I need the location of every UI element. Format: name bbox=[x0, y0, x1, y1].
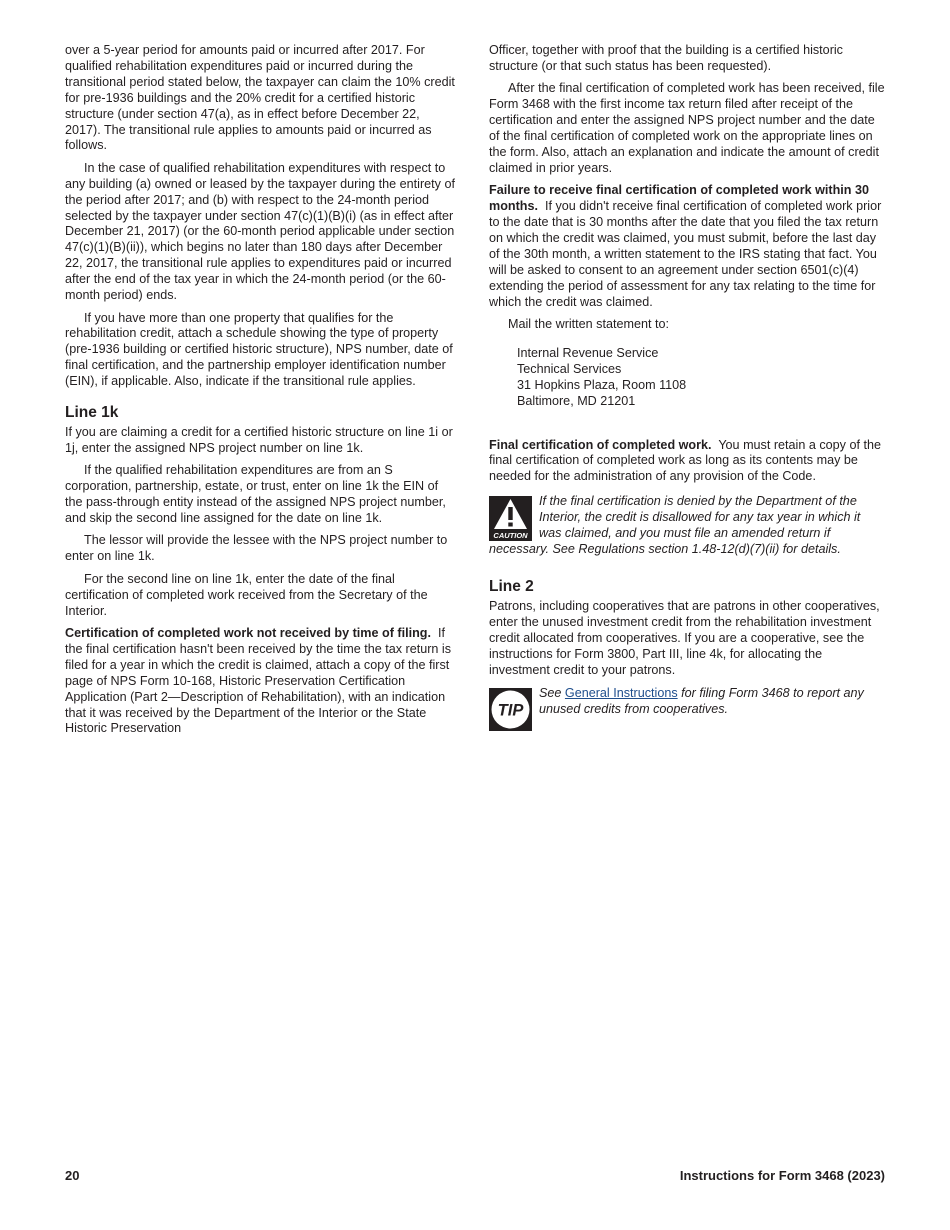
tip-text: for filing Form 3468 to report any unused credits from cooperatives. bbox=[539, 686, 864, 717]
paragraph-failure bbox=[489, 183, 886, 310]
mailing-address bbox=[517, 346, 886, 410]
section-heading-line-1k: Line 1k bbox=[65, 404, 119, 422]
footer-title: Instructions for Form 3468 (2023) bbox=[679, 1168, 885, 1183]
run-in-heading: Final certification of completed work. bbox=[489, 437, 712, 452]
address-line: Baltimore, MD 21201 bbox=[517, 393, 636, 408]
paragraph: For the second line on line 1k, enter the date of the final certification of completed work received from the Secretary of the Interior. bbox=[65, 571, 428, 618]
address-line: Technical Services bbox=[517, 361, 622, 376]
caution-note bbox=[489, 494, 886, 558]
tip-label: TIP bbox=[497, 701, 524, 720]
paragraph: After the final certification of completed work has been received, file Form 3468 with the first income tax return filed after receipt of the certification and enter the assigned NPS project number and the date of the final certification of completed work on the appropriate lines on the form. Also, attach an explanation and indicate the amount of credit claimed in prior years. bbox=[489, 81, 885, 175]
caution-icon bbox=[489, 496, 532, 541]
paragraph: If you have more than one property that qualifies for the rehabilitation credit, attach a schedule showing the type of property (pre-1936 building or certified historic structure), NPS number, date of final certification, and the partnership employer identification number (EIN), if applicable. Also, indicate if the transitional rule applies. bbox=[65, 310, 453, 389]
paragraph: If the qualified rehabilitation expenditures are from an S corporation, partnership, estate, or trust, enter on line 1k the EIN of the pass-through entity instead of the assigned NPS project number, and skip the second line assigned for the date on line 1k. bbox=[65, 463, 446, 526]
tip-note bbox=[489, 686, 886, 718]
caution-label: CAUTION bbox=[493, 531, 528, 541]
right-column bbox=[489, 43, 886, 733]
paragraph-text: You must retain a copy of the final certification of completed work as long as its contents may be needed for the administration of any provision of the Code. bbox=[489, 437, 881, 484]
address-line: 31 Hopkins Plaza, Room 1108 bbox=[517, 377, 687, 392]
paragraph: over a 5-year period for amounts paid or incurred after 2017. For qualified rehabilitation expenditures paid or incurred during the transitional period stated below, the taxpayer can claim the 10% credit for pre-1936 buildings and the 20% credit for a certified historic structure (under section 47(a), as in effect before December 22, 2017). The transitional rule applies to amounts paid or incurred as follows. bbox=[65, 43, 455, 153]
mail-intro: Mail the written statement to: bbox=[508, 317, 669, 331]
section-heading-line-2: Line 2 bbox=[489, 577, 534, 595]
tip-see: See bbox=[539, 686, 562, 701]
paragraph-final-certification bbox=[489, 438, 886, 486]
paragraph: In the case of qualified rehabilitation expenditures with respect to any building (a) owned or leased by the taxpayer during the entirety of the period after 2017; and (b) with respect to the 24-month period selected by the taxpayer under section 47(c)(1)(B)(i) (as in effect after December 21, 2017) (or the 60-month period applicable under section 47(c)(1)(B)(ii)), which begins no later than 180 days after December 22, 2017, the transitional rule applies to expenditures paid or incurred after the end of the tax year in which the 24-month period (or the 60-month period) ends. bbox=[65, 160, 455, 303]
paragraph: Officer, together with proof that the building is a certified historic structure (or that such status has been requested). bbox=[489, 43, 843, 73]
paragraph-text: If you didn't receive final certification of completed work prior to the date that is 30 months after the date that you filed the tax return on which the credit was claimed, you must submit, before the last day of the 30th month, a written statement to the IRS stating that fact. You will be asked to consent to an agreement under section 6501(c)(4) extending the period of assessment for any tax relating to the time for which the credit was claimed. bbox=[489, 199, 882, 309]
run-in-heading: Certification of completed work not received by time of filing. bbox=[65, 626, 431, 640]
general-instructions-link[interactable]: General Instructions bbox=[564, 686, 678, 701]
paragraph: If you are claiming a credit for a certified historic structure on line 1i or 1j, enter the assigned NPS project number on line 1k. bbox=[65, 425, 453, 455]
paragraph: The lessor will provide the lessee with the NPS project number to enter on line 1k. bbox=[65, 533, 448, 564]
address-line: Internal Revenue Service bbox=[517, 345, 659, 360]
tip-icon bbox=[489, 688, 532, 733]
run-in-heading: Failure to receive final certification of completed work within 30 months. bbox=[489, 183, 870, 214]
paragraph: Patrons, including cooperatives that are patrons in other cooperatives, enter the unused investment credit from the rehabilitation investment credit allocated from cooperatives. If you are a cooperative, see the instructions for Form 3800, Part III, line 4k, for allocating the investment credit to your patrons. bbox=[489, 598, 880, 677]
paragraph-text: If the final certification hasn't been received by the time the tax return is filed for a year in which the credit is claimed, attach a copy of the first page of NPS Form 10-168, Historic Preservation Certification Application (Part 2—Description of Rehabilitation), with an indication that it was received by the Department of the Interior or the State Historic Preservation bbox=[65, 626, 452, 736]
page-number: 20 bbox=[65, 1168, 80, 1183]
left-column bbox=[65, 43, 458, 744]
paragraph-certification bbox=[65, 626, 458, 737]
caution-text: If the final certification is denied by the Department of the Interior, the credit is disallowed for any tax year in which it was claimed, and you must file an amended return if necessary. See Regulations section 1.48-12(d)(7)(ii) for details. bbox=[489, 494, 861, 556]
